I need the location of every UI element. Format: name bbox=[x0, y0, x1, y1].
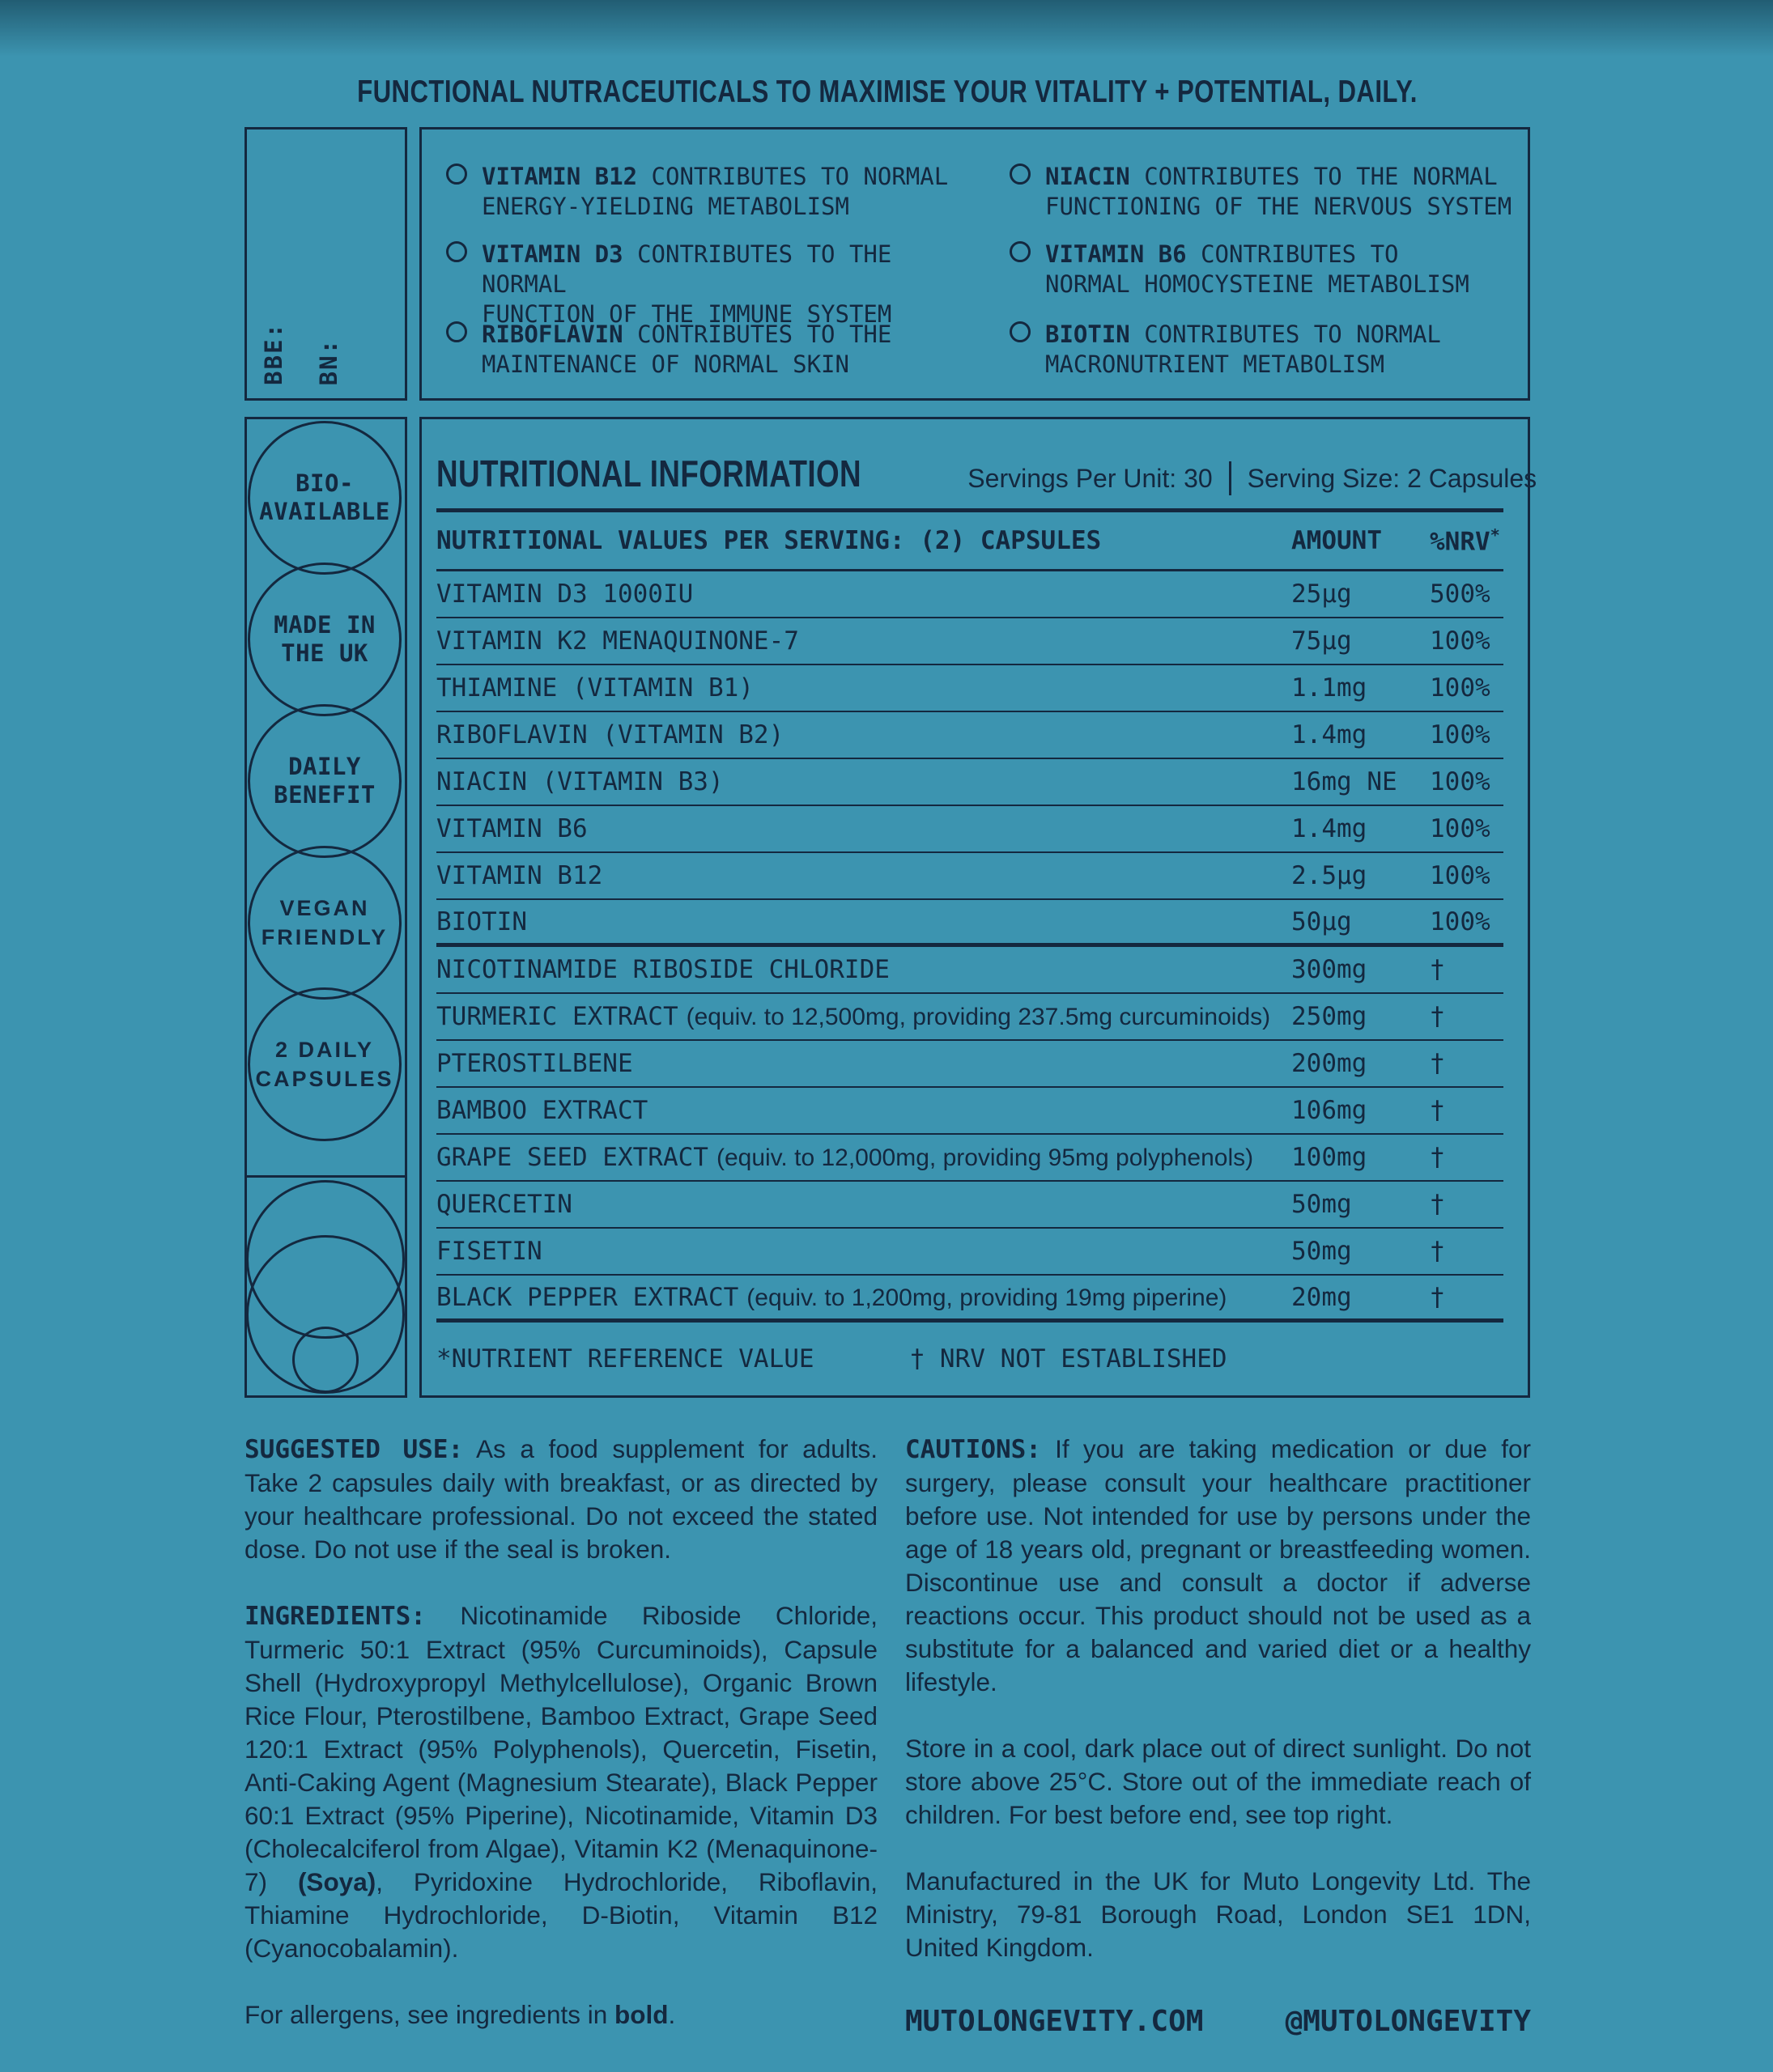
claim-text: CONTRIBUTES TO bbox=[1186, 240, 1399, 268]
separator-bar bbox=[1229, 461, 1231, 495]
batch-box bbox=[244, 127, 407, 401]
table-row: QUERCETIN 50mg † bbox=[436, 1182, 1503, 1229]
claim-text: CONTRIBUTES TO NORMAL bbox=[1129, 321, 1441, 348]
table-footnotes bbox=[436, 1323, 1503, 1395]
claim-nutrient: BIOTIN bbox=[1045, 321, 1130, 348]
table-row: NIACIN (VITAMIN B3) 16mg NE 100% bbox=[436, 759, 1503, 806]
badge-column bbox=[244, 417, 407, 1398]
table-row: GRAPE SEED EXTRACT (equiv. to 12,000mg, providing 95mg polyphenols) 100mg † bbox=[436, 1135, 1503, 1182]
divider-line bbox=[246, 1175, 406, 1178]
nutrition-panel bbox=[419, 417, 1537, 1398]
ingredients-label: INGREDIENTS: bbox=[244, 1602, 426, 1631]
bn-label: BN: bbox=[315, 338, 342, 385]
table-row: TURMERIC EXTRACT (equiv. to 12,500mg, providing 237.5mg curcuminoids) 250mg † bbox=[436, 994, 1503, 1041]
claim-text: NORMAL HOMOCYSTEINE METABOLISM bbox=[1045, 270, 1469, 298]
footer-row bbox=[905, 2005, 1531, 2038]
claim-text: ENERGY-YIELDING METABOLISM bbox=[482, 193, 849, 220]
table-row: VITAMIN B12 2.5µg 100% bbox=[436, 853, 1503, 900]
table-row: THIAMINE (VITAMIN B1) 1.1mg 100% bbox=[436, 665, 1503, 712]
claim-text: MACRONUTRIENT METABOLISM bbox=[1045, 350, 1385, 378]
ingredients-paragraph: INGREDIENTS: Nicotinamide Riboside Chloride, Turmeric 50:1 Extract (95% Curcuminoids), Capsule Shell (Hydroxypropyl Methylcellulose), Organic Brown Rice Flour, Pterostilbene, Bamboo Extract, Grape Seed 120:1 Extract (95% Polyphenols), Quercetin, Fisetin, Anti-Caking Agent (Magnesium Stearate), Black Pepper 60:1 Extract (95% Piperine), Nicotinamide, Vitamin D3 (Cholecalciferol from Algae), Vitamin K2 (Menaquinone-7) (Soya), Pyridoxine Hydrochloride, Riboflavin, Thiamine Hydrochloride, D-Biotin, Vitamin B12 (Cyanocobalamin). bbox=[244, 1601, 878, 1963]
claim-nutrient: VITAMIN B12 bbox=[482, 163, 638, 190]
col-header-name: NUTRITIONAL VALUES PER SERVING: (2) CAPSULES bbox=[436, 526, 1102, 555]
badge-2-daily-capsules: 2 DAILY CAPSULES bbox=[248, 987, 402, 1141]
claim-nutrient: RIBOFLAVIN bbox=[482, 321, 623, 348]
allergen-ingredient: (Soya) bbox=[297, 1867, 376, 1896]
claim-vitamin-d3 bbox=[446, 240, 972, 329]
suggested-use-label: SUGGESTED USE: bbox=[244, 1435, 464, 1464]
claim-text: CONTRIBUTES TO THE NORMAL bbox=[1129, 163, 1498, 190]
bottom-left-column bbox=[244, 1433, 878, 2065]
claim-text: FUNCTION OF THE IMMUNE SYSTEM bbox=[482, 300, 892, 328]
claim-text: CONTRIBUTES TO NORMAL bbox=[637, 163, 949, 190]
social-handle: @MUTOLONGEVITY bbox=[1285, 2005, 1531, 2038]
claim-nutrient: VITAMIN D3 bbox=[482, 240, 623, 268]
col-header-amount: AMOUNT bbox=[1291, 526, 1382, 555]
table-row: BIOTIN 50µg 100% bbox=[436, 900, 1503, 947]
table-row: FISETIN 50mg † bbox=[436, 1229, 1503, 1276]
servings-per-unit: Servings Per Unit: 30 bbox=[967, 463, 1213, 493]
footnote-dagger: † NRV NOT ESTABLISHED bbox=[909, 1344, 1227, 1374]
table-row: RIBOFLAVIN (VITAMIN B2) 1.4mg 100% bbox=[436, 712, 1503, 759]
manufacturer-paragraph: Manufactured in the UK for Muto Longevity Ltd. The Ministry, 79-81 Borough Road, London SE1 1DN, United Kingdom. bbox=[905, 1866, 1531, 1962]
circle-bullet-icon bbox=[1010, 163, 1031, 185]
claim-vitamin-b12 bbox=[446, 162, 972, 222]
claim-vitamin-b6 bbox=[1010, 240, 1536, 299]
badge-daily-benefit: DAILY BENEFIT bbox=[248, 704, 402, 858]
circle-bullet-icon bbox=[1010, 241, 1031, 262]
col-header-nrv: %NRV* bbox=[1430, 524, 1500, 557]
claims-box bbox=[419, 127, 1530, 401]
storage-paragraph: Store in a cool, dark place out of direct sunlight. Do not store above 25°C. Store out of the immediate reach of children. For best before end, see top right. bbox=[905, 1734, 1531, 1829]
website: MUTOLONGEVITY.COM bbox=[905, 2005, 1204, 2038]
serving-size: Serving Size: 2 Capsules bbox=[1247, 463, 1537, 493]
table-row: NICOTINAMIDE RIBOSIDE CHLORIDE 300mg † bbox=[436, 947, 1503, 994]
footnote-nrv: *NUTRIENT REFERENCE VALUE bbox=[436, 1344, 814, 1374]
decorative-circle bbox=[292, 1327, 359, 1393]
circle-bullet-icon bbox=[446, 321, 467, 342]
cautions-paragraph: CAUTIONS: If you are taking medication or due for surgery, please consult your healthcare practitioner before use. Not intended for use by persons under the age of 18 years old, pregnant or breastfeeding women. Discontinue use and consult a doctor if adverse reactions occur. This product should not be used as a substitute for a balanced and varied diet or a healthy lifestyle. bbox=[905, 1434, 1531, 1696]
table-row: VITAMIN K2 MENAQUINONE-7 75µg 100% bbox=[436, 618, 1503, 665]
badge-vegan-friendly: VEGAN FRIENDLY bbox=[248, 846, 402, 1000]
table-header bbox=[436, 512, 1503, 571]
table-row: BLACK PEPPER EXTRACT (equiv. to 1,200mg, providing 19mg piperine) 20mg † bbox=[436, 1276, 1503, 1323]
circle-bullet-icon bbox=[446, 241, 467, 262]
claim-nutrient: VITAMIN B6 bbox=[1045, 240, 1187, 268]
claim-riboflavin bbox=[446, 320, 972, 380]
claim-niacin bbox=[1010, 162, 1536, 222]
headline: FUNCTIONAL NUTRACEUTICALS TO MAXIMISE YOUR VITALITY + POTENTIAL, DAILY. bbox=[357, 74, 1418, 109]
nutrition-title-row bbox=[436, 419, 1537, 508]
claim-text: FUNCTIONING OF THE NERVOUS SYSTEM bbox=[1045, 193, 1512, 220]
table-row: BAMBOO EXTRACT 106mg † bbox=[436, 1088, 1503, 1135]
circle-bullet-icon bbox=[446, 163, 467, 185]
bbe-label: BBE: bbox=[260, 322, 287, 385]
table-row: PTEROSTILBENE 200mg † bbox=[436, 1041, 1503, 1088]
table-row: VITAMIN D3 1000IU 25µg 500% bbox=[436, 571, 1503, 618]
suggested-use-paragraph: SUGGESTED USE: As a food supplement for adults. Take 2 capsules daily with breakfast, or as directed by your healthcare professional. Do not exceed the stated dose. Do not use if the seal is broken. bbox=[244, 1434, 878, 1564]
servings-info bbox=[967, 461, 1537, 495]
circle-bullet-icon bbox=[1010, 321, 1031, 342]
allergens-note: For allergens, see ingredients in bold. bbox=[244, 2000, 676, 2029]
bottom-right-column bbox=[905, 1433, 1531, 2038]
table-row: VITAMIN B6 1.4mg 100% bbox=[436, 806, 1503, 853]
claim-nutrient: NIACIN bbox=[1045, 163, 1130, 190]
claim-text: CONTRIBUTES TO THE NORMAL bbox=[482, 240, 892, 298]
nutrition-title: NUTRITIONAL INFORMATION bbox=[436, 452, 862, 495]
cautions-label: CAUTIONS: bbox=[905, 1435, 1041, 1464]
badge-made-in-uk: MADE IN THE UK bbox=[248, 563, 402, 716]
claim-biotin bbox=[1010, 320, 1536, 380]
badge-bio-available: BIO- AVAILABLE bbox=[248, 421, 402, 575]
photo-top-shadow bbox=[0, 0, 1773, 57]
claim-text: MAINTENANCE OF NORMAL SKIN bbox=[482, 350, 849, 378]
claim-text: CONTRIBUTES TO THE bbox=[623, 321, 892, 348]
